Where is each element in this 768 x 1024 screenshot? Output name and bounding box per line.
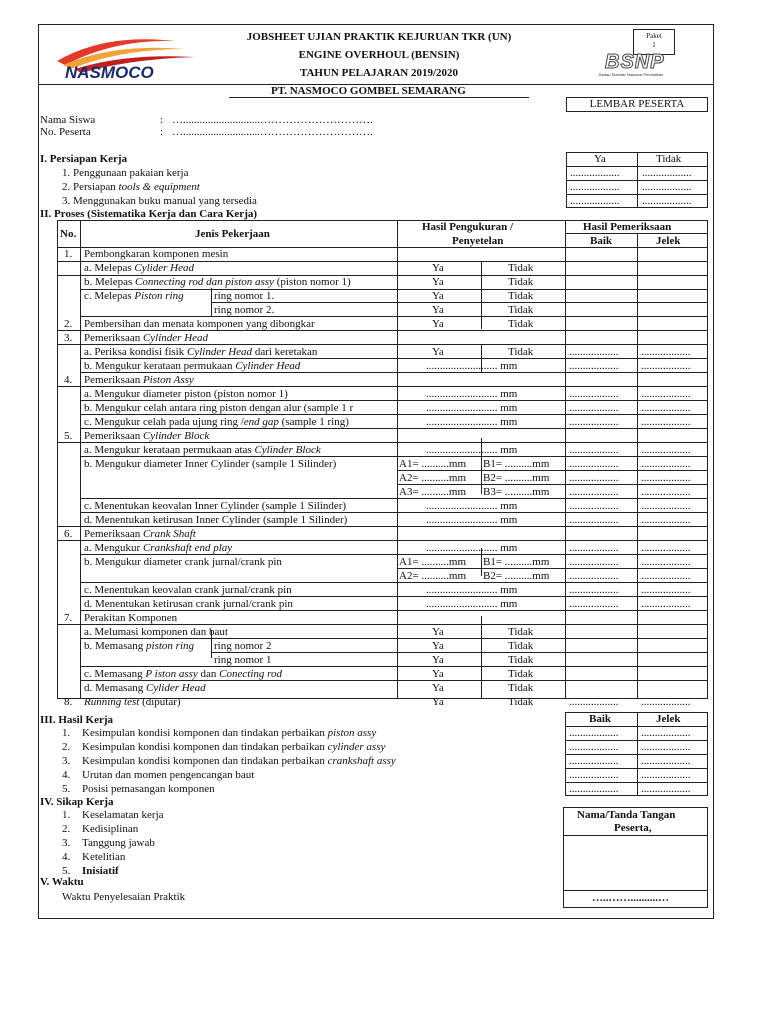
row-3a-text: Periksa kondisi fisik: [94, 346, 187, 358]
lembar-box: [566, 97, 708, 112]
tidak-option[interactable]: Tidak: [508, 696, 534, 708]
row-3-text: Pemeriksaan: [84, 332, 143, 344]
s1-check-1-ya[interactable]: ..................: [570, 167, 620, 179]
tidak-option[interactable]: Tidak: [508, 290, 534, 302]
measurement-field[interactable]: .......................... mm: [426, 598, 518, 610]
row-7b-italic: piston ring: [146, 640, 194, 652]
row-6d-text: Menentukan ketirusan crank jurnal/crank pin: [95, 598, 293, 610]
baik-field[interactable]: ..................: [569, 402, 619, 414]
s4-item: Inisiatif: [82, 865, 119, 877]
row-3a-letter: a.: [84, 346, 92, 358]
s1-check-1-tidak[interactable]: ..................: [642, 167, 692, 179]
s1-check-2-ya[interactable]: ..................: [570, 181, 620, 193]
baik-field[interactable]: ..................: [569, 598, 619, 610]
measurement-field[interactable]: .......................... mm: [426, 444, 518, 456]
row-5a-italic: Cylinder Block: [254, 444, 321, 456]
measurement-field[interactable]: .......................... mm: [426, 584, 518, 596]
tidak-option[interactable]: Tidak: [508, 318, 534, 330]
ya-option[interactable]: Ya: [432, 626, 444, 638]
tidak-option[interactable]: Tidak: [508, 640, 534, 652]
divider: [565, 220, 566, 699]
row-8: [84, 696, 181, 709]
title-line-1: JOBSHEET UJIAN PRAKTIK KEJURUAN TKR (UN): [246, 31, 512, 43]
s3-item-text: Kesimpulan kondisi komponen dan tindakan perbaikan: [82, 755, 328, 767]
row-4b-letter: b.: [84, 402, 93, 414]
s3-item-text: Kesimpulan kondisi komponen dan tindakan perbaikan: [82, 727, 328, 739]
baik-field[interactable]: ..................: [569, 542, 619, 554]
s3-item: [82, 741, 385, 754]
org-underline: [229, 97, 529, 98]
baik-field[interactable]: ..................: [569, 696, 619, 708]
s3-item-italic: crankshaft assy: [327, 755, 396, 767]
ya-option[interactable]: Ya: [432, 262, 444, 274]
row-6d-letter: d.: [84, 598, 93, 610]
row-6c: [84, 584, 292, 597]
row-7b-ring2: ring nomor 2: [214, 640, 272, 652]
s3-item: [82, 755, 396, 768]
row-7c: [84, 668, 282, 681]
row-4c-italic: end gap: [243, 416, 279, 428]
s4-item: Tanggung jawab: [82, 837, 155, 849]
jelek-field[interactable]: ..................: [641, 360, 691, 372]
org-name: PT. NASMOCO GOMBEL SEMARANG: [271, 85, 466, 97]
row-2-text: Pembersihan dan menata komponen yang dibongkar: [84, 318, 315, 330]
divider: [563, 890, 708, 891]
measurement-field[interactable]: .......................... mm: [426, 402, 518, 414]
s3-col-baik: Baik: [589, 713, 612, 725]
bsnp-logo-text: BSNP: [605, 51, 665, 73]
row-7a-letter: a.: [84, 626, 92, 638]
jelek-field[interactable]: ..................: [641, 472, 691, 484]
row-4c-text: Mengukur celah pada ujung ring /: [94, 416, 244, 428]
row-6a-letter: a.: [84, 542, 92, 554]
measurement-field[interactable]: .......................... mm: [426, 500, 518, 512]
row-1b-text: Melepas: [95, 276, 136, 288]
row-8-no: 8.: [64, 696, 73, 708]
s1-item-1-text: 1. Penggunaan pakaian kerja: [62, 167, 189, 179]
row-1-no: 1.: [64, 248, 73, 260]
row-5d-text: Menentukan ketirusan Inner Cylinder (sample 1 Silinder): [95, 514, 348, 526]
s3-jelek-field[interactable]: ..................: [641, 755, 691, 767]
row-7d-italic: Cylider Head: [146, 682, 206, 694]
tidak-option[interactable]: Tidak: [508, 262, 534, 274]
divider: [397, 220, 398, 699]
s1-item-2-text: 2. Persiapan: [62, 181, 119, 193]
s4-item-no: 5.: [62, 865, 71, 877]
s1-item-3-text: 3. Menggunakan buku manual yang tersedia: [62, 195, 257, 207]
s3-item: [82, 769, 254, 782]
row-4c-suffix: (sample 1 ring): [278, 416, 349, 428]
tidak-option[interactable]: Tidak: [508, 304, 534, 316]
divider: [563, 835, 708, 836]
s4-item: Kedisiplinan: [82, 823, 139, 835]
row-5d-letter: d.: [84, 514, 93, 526]
peserta-field[interactable]: …............................………………………….: [172, 126, 373, 138]
tidak-option[interactable]: Tidak: [508, 346, 534, 358]
row-7d-letter: d.: [84, 682, 93, 694]
s3-baik-field[interactable]: ..................: [569, 755, 619, 767]
s1-check-2-tidak[interactable]: ..................: [642, 181, 692, 193]
col-jenis: Jenis Pekerjaan: [195, 228, 270, 240]
row-3a-italic: Cylinder Head: [186, 346, 253, 358]
baik-field[interactable]: ..................: [569, 500, 619, 512]
row-4c: [84, 416, 349, 429]
row-1b-letter: b.: [84, 276, 93, 288]
jelek-field[interactable]: ..................: [641, 486, 691, 498]
baik-field[interactable]: ..................: [569, 514, 619, 526]
title-line-3: TAHUN PELAJARAN 2019/2020: [299, 67, 459, 79]
tidak-option[interactable]: Tidak: [508, 682, 534, 694]
row-7b-ring1: ring nomor 1: [214, 654, 272, 666]
row-1c-italic: Piston ring: [134, 290, 184, 302]
ya-option[interactable]: Ya: [432, 668, 444, 680]
row-6b-b1[interactable]: B1= ..........mm: [483, 556, 550, 568]
tidak-option[interactable]: Tidak: [508, 276, 534, 288]
row-5b: [84, 458, 336, 471]
s3-item-no: 5.: [62, 783, 71, 795]
row-5b-a3[interactable]: A3= ..........mm: [399, 486, 467, 498]
jelek-field[interactable]: ..................: [641, 514, 691, 526]
row-1a-text: Melepas: [94, 262, 135, 274]
row-6b-b2[interactable]: B2= ..........mm: [483, 570, 550, 582]
row-7c-letter: c.: [84, 668, 92, 680]
waktu-field[interactable]: …..……..........…: [592, 892, 669, 904]
row-7d: [84, 682, 206, 695]
row-4b: [84, 402, 396, 415]
jelek-field[interactable]: ..................: [641, 570, 691, 582]
s3-jelek-field[interactable]: ..................: [641, 741, 691, 753]
row-6-no: 6.: [64, 528, 73, 540]
s3-jelek-field[interactable]: ..................: [641, 783, 691, 795]
row-6: [84, 528, 196, 541]
s3-item-no: 1.: [62, 727, 71, 739]
row-6b-letter: b.: [84, 556, 93, 568]
s3-baik-field[interactable]: ..................: [569, 783, 619, 795]
row-6c-letter: c.: [84, 584, 92, 596]
row-3-no: 3.: [64, 332, 73, 344]
section1-title: I. Persiapan Kerja: [40, 153, 128, 165]
jelek-field[interactable]: ..................: [641, 416, 691, 428]
tidak-option[interactable]: Tidak: [508, 654, 534, 666]
s4-item-no: 4.: [62, 851, 71, 863]
row-5b-b3[interactable]: B3= ..........mm: [483, 486, 550, 498]
nasmoco-logo: [45, 31, 225, 81]
row-6b-a1[interactable]: A1= ..........mm: [399, 556, 467, 568]
row-7-no: 7.: [64, 612, 73, 624]
jelek-field[interactable]: ..................: [641, 444, 691, 456]
row-5b-letter: b.: [84, 458, 93, 470]
measurement-field[interactable]: .......................... mm: [426, 514, 518, 526]
row-5b-b1[interactable]: B1= ..........mm: [483, 458, 550, 470]
signature-label-2: Peserta,: [614, 822, 652, 834]
ya-option[interactable]: Ya: [432, 276, 444, 288]
baik-field[interactable]: ..................: [569, 458, 619, 470]
row-1a-italic: Cylider Head: [134, 262, 194, 274]
s3-item: [82, 727, 376, 740]
s3-item-no: 3.: [62, 755, 71, 767]
row-6a-text: Mengukur: [94, 542, 143, 554]
row-1a-letter: a.: [84, 262, 92, 274]
row-1b-italic: Connecting rod dan piston assy: [135, 276, 274, 288]
col-no: No.: [60, 228, 77, 240]
col-hasil: Hasil Pengukuran /: [422, 221, 514, 233]
section5-text: Waktu Penyelesaian Praktik: [62, 891, 186, 903]
bsnp-logo: [587, 53, 711, 83]
row-5b-b2[interactable]: B2= ..........mm: [483, 472, 550, 484]
title-line-2: ENGINE OVERHOUL (BENSIN): [298, 49, 460, 61]
row-1b: [84, 276, 351, 289]
row-4c-letter: c.: [84, 416, 92, 428]
jelek-field[interactable]: ..................: [641, 500, 691, 512]
row-6a-italic: Crankshaft end play: [142, 542, 233, 554]
ya-option[interactable]: Ya: [432, 640, 444, 652]
s3-item: [82, 783, 215, 796]
s4-item: Keselamatan kerja: [82, 809, 164, 821]
row-7c-suffix: dan: [197, 668, 220, 680]
nama-colon: :: [160, 114, 164, 126]
row-5b-a2[interactable]: A2= ..........mm: [399, 472, 467, 484]
divider: [80, 220, 81, 699]
col-hasil-2: Penyetelan: [452, 235, 504, 247]
ya-option[interactable]: Ya: [432, 290, 444, 302]
jelek-field[interactable]: ..................: [641, 402, 691, 414]
baik-field[interactable]: ..................: [569, 388, 619, 400]
jelek-field[interactable]: ..................: [641, 458, 691, 470]
row-4-text: Pemeriksaan: [84, 374, 143, 386]
row-1a: [84, 262, 194, 275]
section4-title: IV. Sikap Kerja: [40, 796, 114, 808]
row-7a: [84, 626, 228, 639]
ya-option[interactable]: Ya: [432, 654, 444, 666]
row-7c-italic: P iston assy: [145, 668, 198, 680]
s3-col-jelek: Jelek: [656, 713, 681, 725]
row-4a: [84, 388, 288, 401]
row-6b-a2[interactable]: A2= ..........mm: [399, 570, 467, 582]
col-periksa: Hasil Pemeriksaan: [583, 221, 672, 233]
row-3a: [84, 346, 317, 359]
row-4a-letter: a.: [84, 388, 92, 400]
jelek-field[interactable]: ..................: [641, 346, 691, 358]
s3-baik-field[interactable]: ..................: [569, 769, 619, 781]
row-6-text: Pemeriksaan: [84, 528, 143, 540]
row-3b-letter: b.: [84, 360, 93, 372]
row-1b-suffix: (piston nomor 1): [273, 276, 351, 288]
section5-title: V. Waktu: [40, 876, 84, 888]
row-6-italic: Crank Shaft: [142, 528, 196, 540]
jelek-field[interactable]: ..................: [641, 556, 691, 568]
s1-check-3-ya[interactable]: ..................: [570, 195, 620, 207]
row-5a: [84, 444, 321, 457]
baik-field[interactable]: ..................: [569, 444, 619, 456]
s3-item-text: Posisi pemasangan komponen: [82, 783, 215, 795]
row-3b: [84, 360, 300, 373]
row-2-no: 2.: [64, 318, 73, 330]
row-5-no: 5.: [64, 430, 73, 442]
jelek-field[interactable]: ..................: [641, 388, 691, 400]
row-6b: [84, 556, 282, 569]
measurement-field[interactable]: .......................... mm: [426, 416, 518, 428]
row-8-text: (diputar): [139, 696, 181, 708]
tidak-option[interactable]: Tidak: [508, 668, 534, 680]
row-1c-ring2: ring nomor 2.: [214, 304, 275, 316]
logo-text: NASMOCO: [65, 63, 154, 82]
row-4b-text: Mengukur celah antara ring piston dengan alur (sample 1 r: [95, 402, 354, 414]
section1-col-ya: Ya: [594, 153, 606, 165]
paket-number: 1: [652, 41, 656, 49]
ya-option[interactable]: Ya: [432, 346, 444, 358]
s3-baik-field[interactable]: ..................: [569, 727, 619, 739]
row-5-text: Pemeriksaan: [84, 430, 143, 442]
s3-jelek-field[interactable]: ..................: [641, 727, 691, 739]
s3-item-text: Urutan dan momen pengencangan baut: [82, 769, 255, 781]
row-6d: [84, 598, 293, 611]
header: [39, 25, 713, 85]
ya-option[interactable]: Ya: [432, 304, 444, 316]
jelek-field[interactable]: ..................: [641, 598, 691, 610]
s3-jelek-field[interactable]: ..................: [641, 769, 691, 781]
s1-item-3: [62, 195, 257, 208]
row-6b-text: Mengukur diameter crank jurnal/crank pin: [95, 556, 282, 568]
divider: [481, 616, 482, 699]
row-5d: [84, 514, 347, 527]
s3-baik-field[interactable]: ..................: [569, 741, 619, 753]
s4-item-no: 3.: [62, 837, 71, 849]
baik-field[interactable]: ..................: [569, 472, 619, 484]
row-4: [84, 374, 194, 387]
section3-title: III. Hasil Kerja: [40, 714, 114, 726]
row-4-no: 4.: [64, 374, 73, 386]
bsnp-subtitle: Badan Standar Nasional Pendidikan: [599, 72, 664, 77]
s3-item-no: 4.: [62, 769, 71, 781]
row-5c-text: Menentukan keovalan Inner Cylinder (sample 1 Silinder): [94, 500, 347, 512]
row-7b-letter: b.: [84, 640, 93, 652]
row-7b: [84, 640, 194, 653]
row-3a-suffix: dari keretakan: [252, 346, 318, 358]
row-divider: [211, 302, 708, 303]
peserta-label: No. Peserta: [40, 126, 91, 138]
row-divider: [80, 316, 708, 317]
section1-col-tidak: Tidak: [656, 153, 682, 165]
row-3: [84, 332, 208, 345]
row-7b-text: Memasang: [95, 640, 147, 652]
row-7-text: Perakitan Komponen: [84, 612, 178, 624]
baik-field[interactable]: ..................: [569, 556, 619, 568]
paket-label: Paket: [646, 32, 662, 40]
col-baik: Baik: [590, 235, 613, 247]
nama-label: Nama Siswa: [40, 114, 96, 126]
section2-title: II. Proses (Sistematika Kerja dan Cara Kerja): [40, 208, 258, 220]
row-7d-text: Memasang: [95, 682, 147, 694]
ya-option[interactable]: Ya: [432, 318, 444, 330]
row-7c-text: Memasang: [94, 668, 146, 680]
measurement-field[interactable]: .......................... mm: [426, 360, 518, 372]
row-8-italic: Running test: [84, 696, 140, 708]
ya-option[interactable]: Ya: [432, 682, 444, 694]
row-1c-letter: c.: [84, 290, 92, 302]
peserta-colon: :: [160, 126, 164, 138]
s4-item-no: 1.: [62, 809, 71, 821]
row-divider: [211, 652, 708, 653]
row-3-italic: Cylinder Head: [142, 332, 209, 344]
row-6a: [84, 542, 232, 555]
row-1c-ring1: ring nomor 1.: [214, 290, 275, 302]
row-3b-italic: Cylinder Head: [235, 360, 301, 372]
row-1c: [84, 290, 184, 303]
s1-item-1: [62, 167, 188, 180]
baik-field[interactable]: ..................: [569, 584, 619, 596]
baik-field[interactable]: ..................: [569, 570, 619, 582]
jelek-field[interactable]: ..................: [641, 696, 691, 708]
row-4a-text: Mengukur diameter piston (piston nomor 1): [94, 388, 288, 400]
baik-field[interactable]: ..................: [569, 360, 619, 372]
s4-item-no: 2.: [62, 823, 71, 835]
row-5b-a1[interactable]: A1= ..........mm: [399, 458, 467, 470]
s3-item-italic: cylinder assy: [327, 741, 386, 753]
baik-field[interactable]: ..................: [569, 346, 619, 358]
signature-label-1: Nama/Tanda Tangan: [577, 809, 676, 821]
row-5-italic: Cylinder Block: [142, 430, 210, 442]
row-7a-text: Melumasi komponen dan baut: [94, 626, 228, 638]
divider: [481, 261, 482, 329]
row-5a-text: Mengukur kerataan permukaan atas: [94, 444, 255, 456]
row-7c-italic-2: Conecting rod: [219, 668, 282, 680]
s3-item-text: Kesimpulan kondisi komponen dan tindakan perbaikan: [82, 741, 328, 753]
row-5c: [84, 500, 346, 513]
row-1c-text: Melepas: [94, 290, 135, 302]
col-jelek: Jelek: [656, 235, 681, 247]
baik-field[interactable]: ..................: [569, 486, 619, 498]
measurement-field[interactable]: .......................... mm: [426, 542, 518, 554]
measurement-field[interactable]: .......................... mm: [426, 388, 518, 400]
baik-field[interactable]: ..................: [569, 416, 619, 428]
row-5b-text: Mengukur diameter Inner Cylinder (sample 1 Silinder): [95, 458, 337, 470]
jelek-field[interactable]: ..................: [641, 584, 691, 596]
tidak-option[interactable]: Tidak: [508, 626, 534, 638]
row-6c-text: Menentukan keovalan crank jurnal/crank pin: [94, 584, 292, 596]
row-5a-letter: a.: [84, 444, 92, 456]
s1-check-3-tidak[interactable]: ..................: [642, 195, 692, 207]
row-1-text: Pembongkaran komponen mesin: [84, 248, 229, 260]
jelek-field[interactable]: ..................: [641, 542, 691, 554]
s3-item-italic: piston assy: [327, 727, 377, 739]
s1-item-2: [62, 181, 200, 194]
s4-item: Ketelitian: [82, 851, 126, 863]
s1-item-2-italic: tools & equipment: [118, 181, 200, 193]
nama-field[interactable]: …............................………………………….: [172, 114, 373, 126]
row-5: [84, 430, 209, 443]
ya-option[interactable]: Ya: [432, 696, 444, 708]
row-3b-text: Mengukur kerataan permukaan: [92, 360, 236, 372]
row-4-italic: Piston Assy: [142, 374, 194, 386]
row-divider: [80, 666, 708, 667]
lembar-label: LEMBAR PESERTA: [589, 98, 685, 110]
row-5c-letter: c.: [84, 500, 92, 512]
s3-item-no: 2.: [62, 741, 71, 753]
